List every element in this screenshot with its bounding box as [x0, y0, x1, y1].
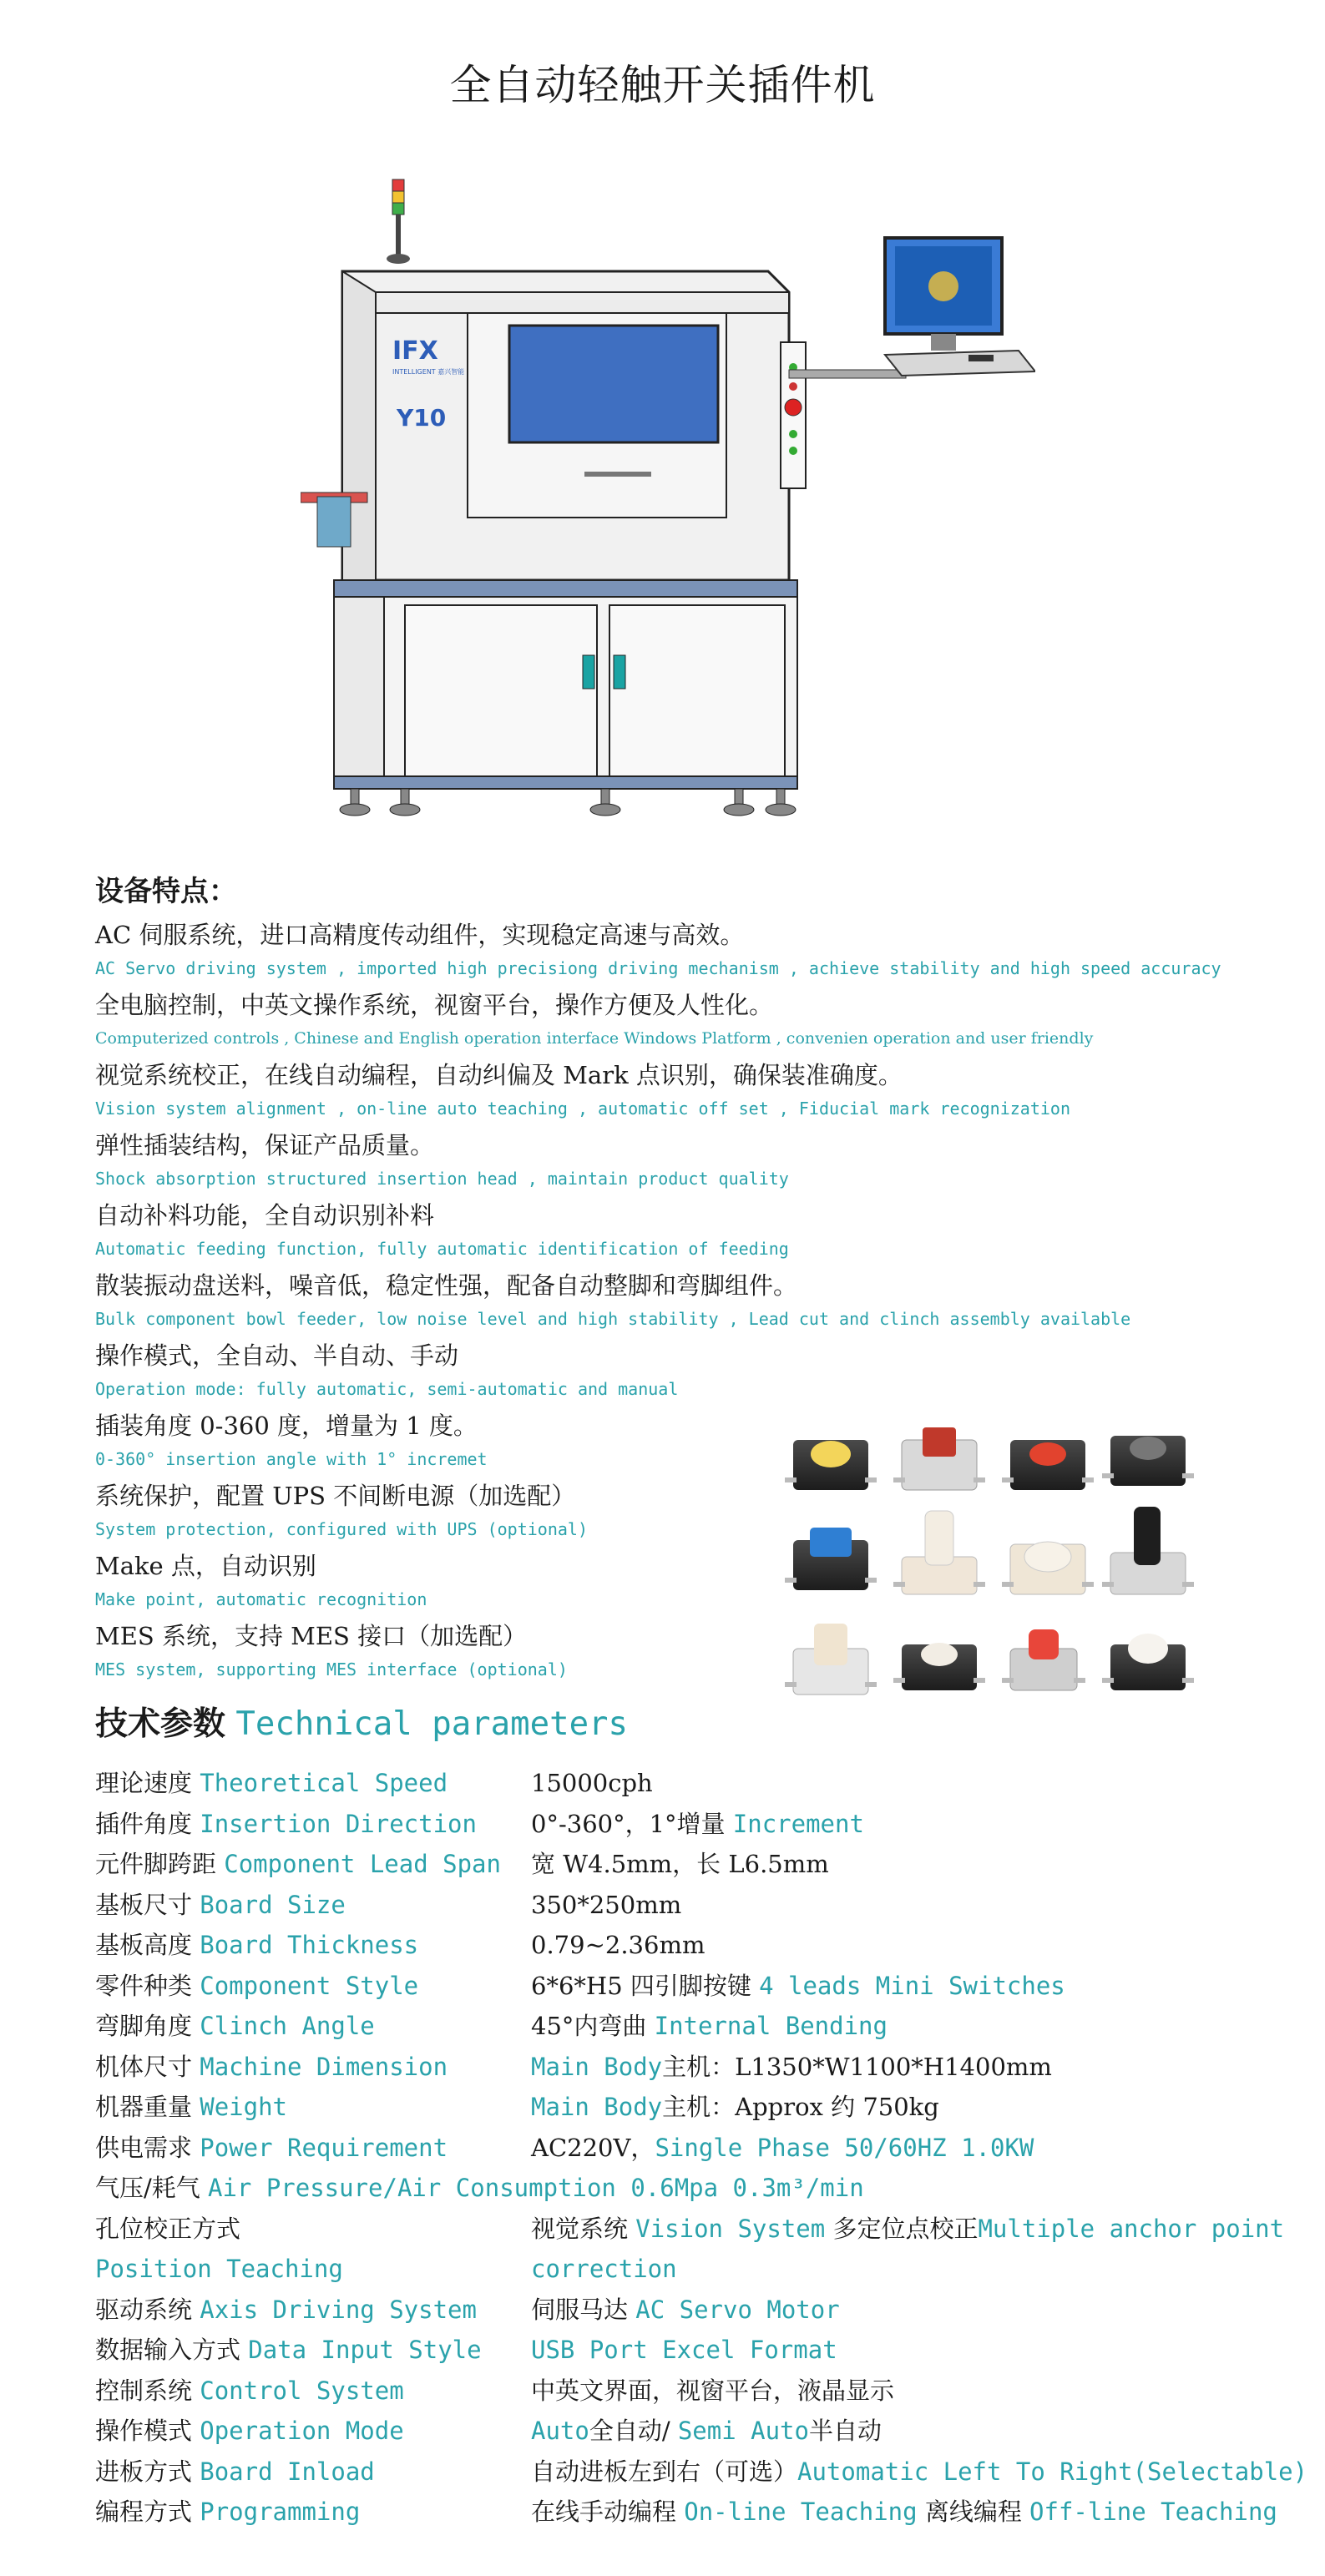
feature-en: Bulk component bowl feeder, low noise level and high stability , Lead cut and clinch assembly available [95, 1309, 1131, 1329]
param-label-zh: 零件种类 [95, 1971, 193, 2000]
param-value-en: Main Body [531, 2093, 663, 2121]
param-label-zh: 理论速度 [95, 1769, 193, 1797]
param-label-en: Data Input Style [248, 2336, 482, 2364]
param-label-en: Position Teaching [95, 2255, 343, 2283]
param-value-en: Increment [732, 1809, 864, 1838]
feature-item [95, 917, 1297, 987]
param-label-en: Board Size [200, 1890, 346, 1919]
param-label-en: Board Thickness [200, 1931, 419, 1959]
param-row [95, 2249, 1314, 2290]
param-value: 中英文界面，视窗平台，液晶显示 [531, 2376, 895, 2405]
param-row [95, 1925, 1314, 1966]
param-label-zh: 孔位校正方式 [95, 2214, 241, 2243]
param-row [95, 2209, 1314, 2250]
switch-red-icon [893, 1427, 985, 1490]
feature-en: Vision system alignment , on-line auto teaching , automatic off set , Fiducial mark recognization [95, 1099, 1070, 1119]
param-row [95, 1885, 1314, 1926]
param-row [95, 2452, 1314, 2493]
param-label-zh: 气压/耗气 [95, 2174, 200, 2202]
param-label-en: Control System [200, 2376, 404, 2405]
logo-text: IFX [392, 336, 438, 366]
model-label: Y10 [397, 404, 447, 432]
param-value-en: Multiple anchor point [978, 2214, 1285, 2243]
param-value: 0°-360°，1°增量 [531, 1809, 726, 1838]
switch-blue-icon [785, 1528, 877, 1590]
monitor-icon [885, 238, 1035, 376]
param-value: 45°内弯曲 [531, 2012, 647, 2040]
param-row [95, 2492, 1314, 2533]
feature-item [95, 1197, 1297, 1267]
param-label-en: Weight [200, 2093, 287, 2121]
switch-tall-white-icon [893, 1511, 985, 1594]
param-value-en: correction [531, 2255, 677, 2283]
param-label-en: Axis Driving System [200, 2295, 477, 2324]
param-value-en: Single Phase 50/60HZ 1.0KW [655, 2133, 1034, 2162]
param-label-zh: 基板高度 [95, 1931, 193, 1959]
param-label-en: Clinch Angle [200, 2012, 375, 2040]
feature-en: 0-360° insertion angle with 1° incremet [95, 1449, 488, 1469]
params-heading-en: Technical parameters [235, 1705, 629, 1743]
param-value-en: 4 leads Mini Switches [759, 1971, 1065, 2000]
param-value: 主机：L1350*W1100*H1400mm [662, 2052, 1052, 2081]
param-label-zh: 供电需求 [95, 2133, 193, 2162]
switch-orange-red-icon [1002, 1440, 1094, 1490]
feature-item [95, 987, 1297, 1057]
feature-en: Automatic feeding function, fully automatic identification of feeding [95, 1239, 789, 1259]
switch-tall-black-icon [1102, 1507, 1194, 1594]
param-label-en: Component Lead Span [224, 1850, 501, 1878]
param-value-en: Main Body [531, 2052, 663, 2081]
param-label-en: Machine Dimension [200, 2052, 448, 2081]
param-value-en: USB Port Excel Format [531, 2336, 837, 2364]
param-row [95, 2047, 1314, 2088]
feature-item [95, 1267, 1297, 1337]
param-value-en: Vision System [635, 2214, 826, 2243]
param-value-en: Auto [531, 2417, 589, 2445]
param-value: AC220V， [531, 2133, 655, 2162]
features-heading: 设备特点： [95, 875, 237, 908]
param-value: 在线手动编程 [531, 2498, 677, 2526]
param-label-zh: 操作模式 [95, 2417, 193, 2445]
feature-en: Make point, automatic recognition [95, 1589, 427, 1609]
feature-zh: 自动补料功能，全自动识别补料 [95, 1201, 435, 1230]
param-value-en: Automatic Left To Right(Selectable) [797, 2457, 1308, 2486]
param-label-zh: 编程方式 [95, 2498, 193, 2526]
param-label-en: Power Requirement [200, 2133, 448, 2162]
param-value: 多定位点校正 [832, 2214, 979, 2243]
param-value: 全自动/ [589, 2417, 670, 2445]
switch-round-white-icon [1002, 1542, 1094, 1594]
switch-grey-icon [1102, 1436, 1194, 1486]
param-value-en: Internal Bending [654, 2012, 888, 2040]
feature-en: Shock absorption structured insertion head , maintain product quality [95, 1169, 789, 1189]
param-label-en: Air Pressure/Air Consumption 0.6Mpa 0.3m³/min [208, 2174, 864, 2202]
feature-en: Operation mode: fully automatic, semi-automatic and manual [95, 1379, 679, 1399]
feature-item [95, 1057, 1297, 1127]
param-label-zh: 进板方式 [95, 2457, 193, 2486]
feature-zh: 插装角度 0-360 度，增量为 1 度。 [95, 1412, 478, 1440]
feature-en: MES system, supporting MES interface (optional) [95, 1659, 568, 1679]
feature-en: System protection, configured with UPS (optional) [95, 1519, 589, 1539]
param-value: 15000cph [531, 1769, 653, 1797]
signal-tower-icon [387, 179, 410, 264]
feature-zh: 散装振动盘送料，噪音低，稳定性强，配备自动整脚和弯脚组件。 [95, 1271, 798, 1300]
feature-en: Computerized controls , Chinese and English operation interface Windows Platform , convenien operation and user friendly [95, 1029, 1094, 1048]
param-label-en: Board Inload [200, 2457, 375, 2486]
param-label-zh: 插件角度 [95, 1809, 193, 1838]
param-label-en: Component Style [200, 1971, 419, 2000]
page-title: 全自动轻触开关插件机 [449, 61, 876, 109]
machine-illustration [301, 163, 1035, 822]
param-row [95, 1966, 1314, 2007]
param-label-zh: 控制系统 [95, 2376, 193, 2405]
feature-item [95, 1337, 1297, 1407]
param-label-zh: 元件脚跨距 [95, 1850, 217, 1878]
param-value-en: AC Servo Motor [635, 2295, 840, 2324]
param-label-en: Insertion Direction [200, 1809, 477, 1838]
logo-subtext: INTELLIGENT 嘉兴智能 [392, 368, 465, 376]
switch-small-red-icon [1002, 1629, 1085, 1690]
feature-zh: 视觉系统校正，在线自动编程，自动纠偏及 Mark 点识别，确保装准确度。 [95, 1061, 903, 1089]
params-heading-zh: 技术参数 [95, 1705, 226, 1743]
param-value-en: Semi Auto [677, 2417, 809, 2445]
param-label-zh: 机体尺寸 [95, 2052, 193, 2081]
param-row [95, 2411, 1314, 2452]
param-value: 350*250mm [531, 1890, 682, 1919]
param-label-zh: 弯脚角度 [95, 2012, 193, 2040]
feature-zh: AC 伺服系统，进口高精度传动组件，实现稳定高速与高效。 [95, 921, 745, 949]
param-row [95, 2168, 1314, 2209]
feature-en: AC Servo driving system , imported high precisiong driving mechanism , achieve stability and high speed accuracy [95, 958, 1221, 978]
param-value: 主机：Approx 约 750kg [662, 2093, 939, 2121]
params-heading [95, 1698, 628, 1745]
param-value-en: On-line Teaching [684, 2498, 918, 2526]
param-label-zh: 数据输入方式 [95, 2336, 241, 2364]
param-row [95, 2128, 1314, 2169]
param-row [95, 2006, 1314, 2047]
feature-zh: 系统保护，配置 UPS 不间断电源（加选配） [95, 1482, 576, 1510]
param-value: 伺服马达 [531, 2295, 629, 2324]
params-table [95, 1763, 1314, 2533]
param-row [95, 2371, 1314, 2412]
switch-black-white-icon [893, 1643, 985, 1690]
param-label-zh: 机器重量 [95, 2093, 193, 2121]
switch-yellow-icon [785, 1440, 877, 1490]
param-label-en: Operation Mode [200, 2417, 404, 2445]
param-label-zh: 基板尺寸 [95, 1890, 193, 1919]
param-row [95, 2290, 1314, 2331]
param-row [95, 2330, 1314, 2371]
param-row [95, 1844, 1314, 1885]
switch-white-dome-icon [1102, 1634, 1194, 1690]
param-value: 6*6*H5 四引脚按键 [531, 1971, 751, 2000]
param-value: 0.79~2.36mm [531, 1931, 705, 1959]
param-label-zh: 驱动系统 [95, 2295, 193, 2324]
param-value: 半自动 [808, 2417, 882, 2445]
feature-zh: 弹性插装结构，保证产品质量。 [95, 1131, 435, 1159]
feature-zh: MES 系统，支持 MES 接口（加选配） [95, 1622, 528, 1650]
param-row [95, 1804, 1314, 1845]
feature-zh: 操作模式，全自动、半自动、手动 [95, 1341, 459, 1370]
param-row [95, 1763, 1314, 1804]
param-value: 自动进板左到右（可选） [531, 2457, 798, 2486]
param-value: 离线编程 [924, 2498, 1022, 2526]
feature-item [95, 1127, 1297, 1197]
tactile-switches-image [776, 1411, 1211, 1711]
feature-zh: 全电脑控制，中英文操作系统，视窗平台，操作方便及人性化。 [95, 991, 774, 1019]
param-value: 宽 W4.5mm，长 L6.5mm [531, 1850, 829, 1878]
feature-zh: Make 点，自动识别 [95, 1552, 316, 1580]
param-row [95, 2087, 1314, 2128]
param-label-en: Theoretical Speed [200, 1769, 448, 1797]
param-label-en: Programming [200, 2498, 361, 2526]
switch-beige-icon [785, 1624, 877, 1695]
param-value: 视觉系统 [531, 2214, 629, 2243]
param-value-en: Off-line Teaching [1029, 2498, 1277, 2526]
